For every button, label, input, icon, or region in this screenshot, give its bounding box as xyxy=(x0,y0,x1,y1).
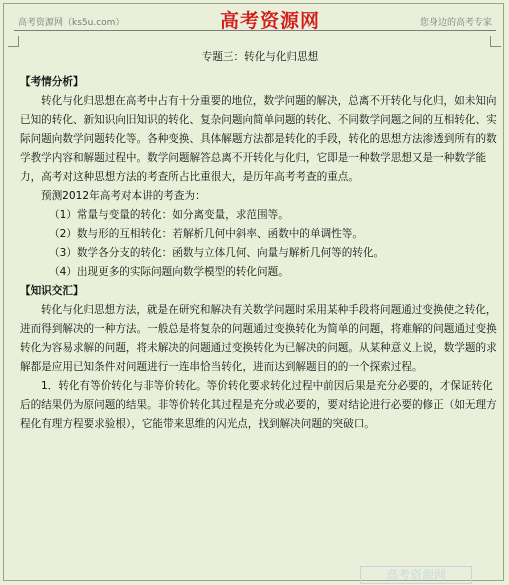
page-header xyxy=(14,12,496,31)
forecast-paragraph: 预测2012年高考对本讲的考查为： xyxy=(41,190,206,202)
watermark: 高考资源网 xyxy=(360,566,472,584)
list-item: （2）数与形的互相转化：若解析几何中斜率、函数中的单调性等。 xyxy=(49,228,363,240)
list-item: （4）出现更多的实际问题向数学模型的转化问题。 xyxy=(49,266,289,278)
header-right-text: 您身边的高考专家 xyxy=(419,18,492,28)
document-title: 专题三：转化与化归思想 xyxy=(201,51,319,63)
crop-mark-top-right xyxy=(490,36,501,47)
knowledge-point-1: 1．转化有等价转化与非等价转化。等价转化要求转化过程中前因后果是充分必要的，才保证转化后的结果仍为原问题的结果。非等价转化其过程是充分或必要的，要对结论进行必要的修正（如无理方程化有理方程要求验根），它能带来思维的闪光点，找到解决问题的突破口。 xyxy=(20,380,497,430)
knowledge-paragraph: 转化与化归思想方法，就是在研究和解决有关数学问题时采用某种手段将问题通过变换使之转化，进而得到解决的一种方法。一般总是将复杂的问题通过变换转化为简单的问题，将难解的问题通过变换转化为容易求解的问题，将未解决的问题通过变换转化为已解决的问题。从某种意义上说，数学题的求解都是应用已知条件对问题进行一连串恰当转化，进而达到解题目的的一个探索过程。 xyxy=(20,304,497,373)
analysis-paragraph: 转化与化归思想在高考中占有十分重要的地位，数学问题的解决，总离不开转化与化归，如未知向已知的转化、新知识向旧知识的转化、复杂问题向简单问题的转化、不同数学问题之间的互相转化、实际问题向数学问题转化等。各种变换、具体解题方法都是转化的手段，转化的思想方法渗透到所有的数学教学内容和解题过程中。数学问题解答总离不开转化与化归，它即是一种数学思想又是一种数学能力，高考对这种思想方法的考查所占比重很大，是历年高考考查的重点。 xyxy=(20,95,497,183)
section-heading-knowledge: 【知识交汇】 xyxy=(20,285,84,297)
list-item: （1）常量与变量的转化：如分离变量，求范围等。 xyxy=(49,209,289,221)
crop-mark-top-left xyxy=(8,36,19,47)
document-body xyxy=(20,48,500,434)
section-heading-analysis: 【考情分析】 xyxy=(20,76,84,88)
list-item: （3）数学各分支的转化：函数与立体几何、向量与解析几何等的转化。 xyxy=(49,247,385,259)
header-logo: 高考资源网 xyxy=(220,10,321,32)
header-left-text: 高考资源网（ks5u.com） xyxy=(18,18,125,28)
